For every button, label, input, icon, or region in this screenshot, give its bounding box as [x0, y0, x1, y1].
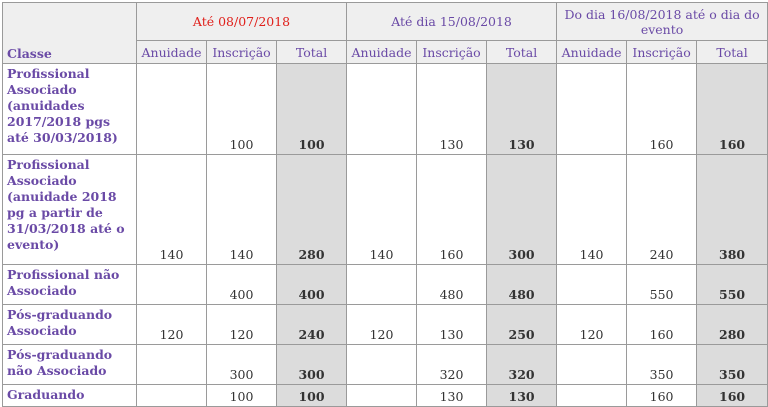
cell-inscricao: 160: [627, 64, 697, 155]
cell-anuidade: [137, 265, 207, 305]
cell-inscricao: 160: [627, 305, 697, 345]
table-row: [3, 345, 768, 385]
cell-inscricao: 160: [627, 385, 697, 407]
cell-inscricao: 550: [627, 265, 697, 305]
table-row: [3, 265, 768, 305]
cell-total: 130: [487, 385, 557, 407]
row-classe: Pós-graduando não Associado: [3, 345, 137, 385]
row-classe: Pós-graduando Associado: [3, 305, 137, 345]
cell-inscricao: 130: [417, 64, 487, 155]
cell-total: 300: [487, 155, 557, 265]
cell-total: 280: [277, 155, 347, 265]
cell-total: 250: [487, 305, 557, 345]
cell-total: 350: [697, 345, 768, 385]
table-row: [3, 305, 768, 345]
period-header-3: Do dia 16/08/2018 até o dia do evento: [557, 3, 768, 41]
period-header-1: Até 08/07/2018: [137, 3, 347, 41]
cell-anuidade: [557, 385, 627, 407]
classe-header: Classe: [3, 3, 137, 64]
cell-total: 320: [487, 345, 557, 385]
cell-total: 480: [487, 265, 557, 305]
cell-inscricao: 320: [417, 345, 487, 385]
table-row: [3, 385, 768, 407]
fees-table: [2, 2, 768, 407]
row-classe: Profissional não Associado: [3, 265, 137, 305]
row-classe: Graduando: [3, 385, 137, 407]
column-header-anuidade: Anuidade: [557, 41, 627, 64]
cell-inscricao: 130: [417, 305, 487, 345]
cell-anuidade: [347, 345, 417, 385]
column-header-total: Total: [277, 41, 347, 64]
cell-anuidade: [137, 64, 207, 155]
cell-inscricao: 140: [207, 155, 277, 265]
cell-anuidade: 120: [137, 305, 207, 345]
table-row: [3, 155, 768, 265]
cell-anuidade: 140: [557, 155, 627, 265]
cell-anuidade: [557, 265, 627, 305]
cell-total: 100: [277, 64, 347, 155]
header-row-periods: [3, 3, 768, 41]
column-header-inscricao: Inscrição: [627, 41, 697, 64]
cell-anuidade: [347, 385, 417, 407]
cell-anuidade: [137, 385, 207, 407]
column-header-inscricao: Inscrição: [207, 41, 277, 64]
cell-anuidade: 120: [347, 305, 417, 345]
cell-total: 550: [697, 265, 768, 305]
column-header-anuidade: Anuidade: [347, 41, 417, 64]
cell-inscricao: 300: [207, 345, 277, 385]
cell-total: 130: [487, 64, 557, 155]
column-header-total: Total: [697, 41, 768, 64]
cell-total: 300: [277, 345, 347, 385]
row-classe: Profissional Associado (anuidade 2018 pg a partir de 31/03/2018 até o evento): [3, 155, 137, 265]
cell-anuidade: 140: [137, 155, 207, 265]
column-header-anuidade: Anuidade: [137, 41, 207, 64]
cell-total: 380: [697, 155, 768, 265]
cell-inscricao: 350: [627, 345, 697, 385]
cell-total: 400: [277, 265, 347, 305]
cell-anuidade: [557, 64, 627, 155]
cell-anuidade: 120: [557, 305, 627, 345]
cell-inscricao: 120: [207, 305, 277, 345]
period-header-2: Até dia 15/08/2018: [347, 3, 557, 41]
cell-inscricao: 160: [417, 155, 487, 265]
cell-total: 240: [277, 305, 347, 345]
column-header-total: Total: [487, 41, 557, 64]
table-row: [3, 64, 768, 155]
cell-anuidade: 140: [347, 155, 417, 265]
cell-inscricao: 100: [207, 385, 277, 407]
cell-inscricao: 480: [417, 265, 487, 305]
cell-inscricao: 130: [417, 385, 487, 407]
cell-anuidade: [557, 345, 627, 385]
cell-total: 160: [697, 385, 768, 407]
cell-anuidade: [137, 345, 207, 385]
cell-total: 280: [697, 305, 768, 345]
cell-total: 160: [697, 64, 768, 155]
cell-inscricao: 240: [627, 155, 697, 265]
cell-anuidade: [347, 265, 417, 305]
cell-total: 100: [277, 385, 347, 407]
cell-inscricao: 400: [207, 265, 277, 305]
row-classe: Profissional Associado (anuidades 2017/2018 pgs até 30/03/2018): [3, 64, 137, 155]
column-header-inscricao: Inscrição: [417, 41, 487, 64]
cell-inscricao: 100: [207, 64, 277, 155]
cell-anuidade: [347, 64, 417, 155]
